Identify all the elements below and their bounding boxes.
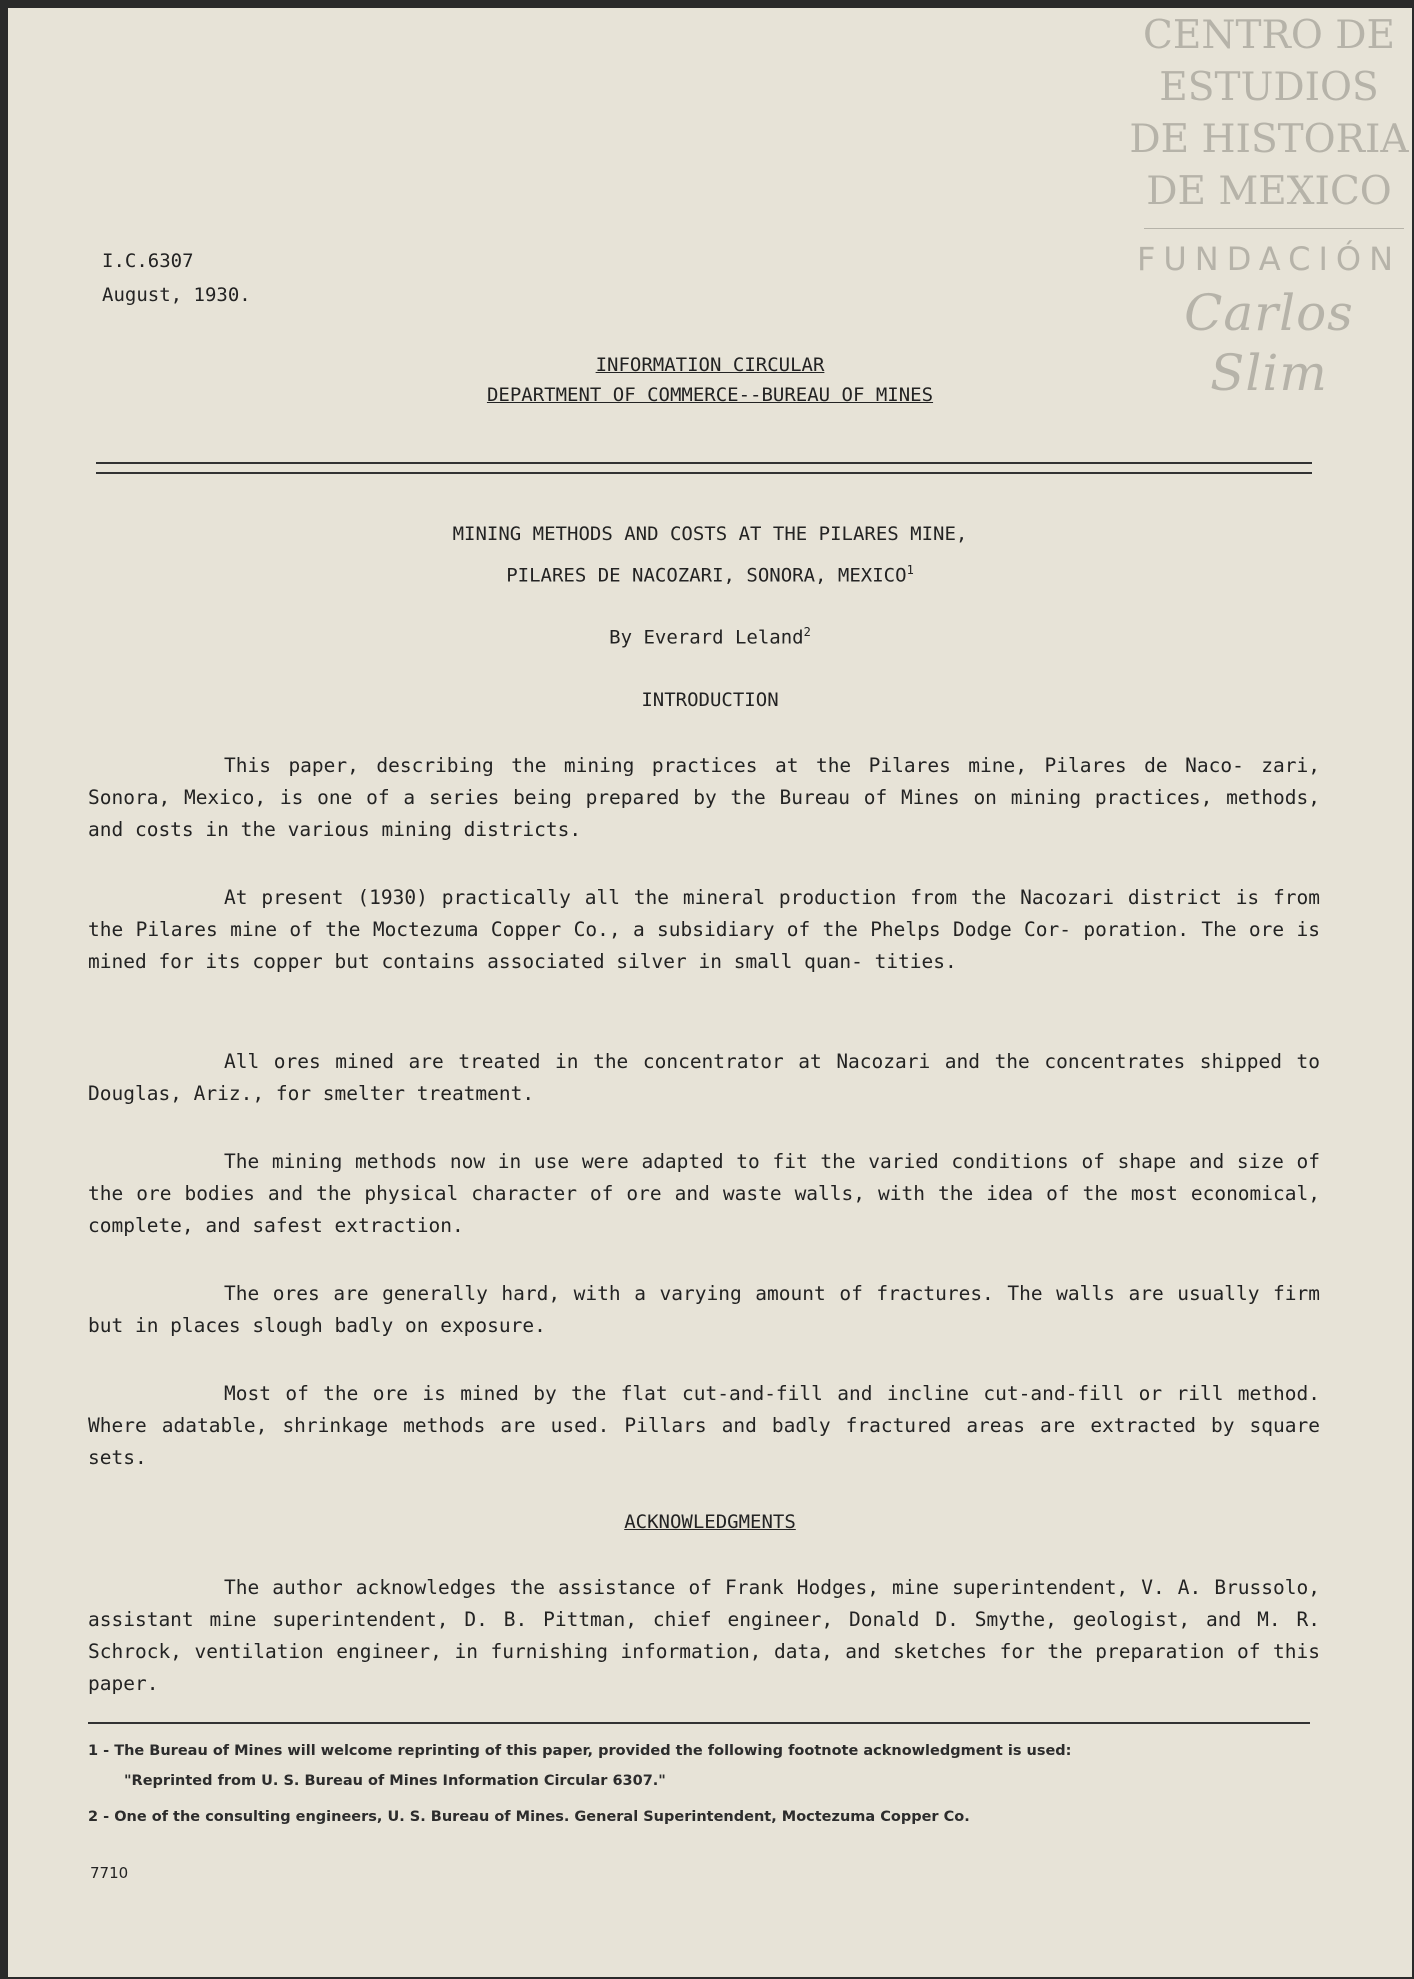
paragraph [88,1572,1320,1700]
paragraph [88,750,1320,846]
paragraph-text: All ores mined are treated in the concentrator at Nacozari and the concentrates shipped to Douglas, Ariz., for smelter treatment. [88,1050,1320,1105]
stamp-line: DE MEXICO [1146,169,1392,214]
footnote-rule [88,1722,1310,1724]
paragraph [88,882,1320,978]
document-page [8,8,1412,1977]
section-introduction: INTRODUCTION [641,689,779,711]
paragraph-text: Most of the ore is mined by the flat cut-and-fill and incline cut-and-fill or rill method. Where adatable, shrinkage methods are used. Pillars and badly fractured areas are extracted by square sets. [88,1382,1320,1469]
stamp-line: ESTUDIOS [1159,65,1379,110]
stamp-divider [1144,228,1404,229]
paper-title-line2 [8,552,1412,593]
department-heading: DEPARTMENT OF COMMERCE--BUREAU OF MINES [486,384,934,406]
library-stamp [1126,8,1412,402]
footnote-marker: 1 [906,563,914,577]
author-text: By Everard Leland [609,626,804,649]
circular-date: August, 1930. [102,284,251,306]
section-acknowledgments: ACKNOWLEDGMENTS [624,1511,796,1533]
paragraph [88,1146,1320,1242]
paragraph-text: At present (1930) practically all the mineral production from the Nacozari district is from the Pilares mine of the Moctezuma Copper Co., a subsidiary of the Phelps Dodge Cor- poration. The ore is mined for its copper but contains associated silver in small quan- tities. [88,886,1320,973]
circular-meta [102,244,251,312]
double-rule [96,462,1312,474]
stamp-line: CENTRO DE [1143,13,1395,58]
footnote-text: 1 - The Bureau of Mines will welcome reprinting of this paper, provided the following footnote acknowledgment is used: [88,1743,1072,1759]
circular-heading: INFORMATION CIRCULAR [595,354,825,376]
footnote-2: 2 - One of the consulting engineers, U. S. Bureau of Mines. General Superintendent, Moctezuma Copper Co. [88,1809,970,1825]
paragraph-text: This paper, describing the mining practices at the Pilares mine, Pilares de Naco- zari, Sonora, Mexico, is one of a series being prepared by the Bureau of Mines on mining practices, methods, and costs in the various mining districts. [88,754,1320,841]
paragraph-text: The author acknowledges the assistance of Frank Hodges, mine superintendent, V. A. Brussolo, assistant mine superintendent, D. B. Pittman, chief engineer, Donald D. Smythe, geologist, and M. R. Schrock, ventilation engineer, in furnishing information, data, and sketches for the preparation of this paper. [88,1576,1320,1695]
byline [8,614,1412,655]
paragraph-text: The mining methods now in use were adapted to fit the varied conditions of shape and size of the ore bodies and the physical character of ore and waste walls, with the idea of the most economical, complete, and safest extraction. [88,1150,1320,1237]
paper-title-text: PILARES DE NACOZARI, SONORA, MEXICO [506,564,907,587]
paragraph [88,1278,1320,1342]
page-code: 7710 [90,1864,129,1882]
footnote-marker: 2 [803,625,811,639]
paragraph [88,1378,1320,1474]
stamp-foundation: FUNDACIÓN [1136,240,1402,278]
paper-title-line1: MINING METHODS AND COSTS AT THE PILARES MINE, [452,523,968,545]
stamp-line: DE HISTORIA [1129,117,1409,162]
paragraph [88,1046,1320,1110]
footnote-1 [88,1736,1318,1796]
stamp-signature: Carlos Slim [1184,284,1354,402]
circular-code: I.C.6307 [102,250,194,272]
paragraph-text: The ores are generally hard, with a varying amount of fractures. The walls are usually firm but in places slough badly on exposure. [88,1282,1320,1337]
footnote-text: "Reprinted from U. S. Bureau of Mines Information Circular 6307." [124,1773,666,1789]
